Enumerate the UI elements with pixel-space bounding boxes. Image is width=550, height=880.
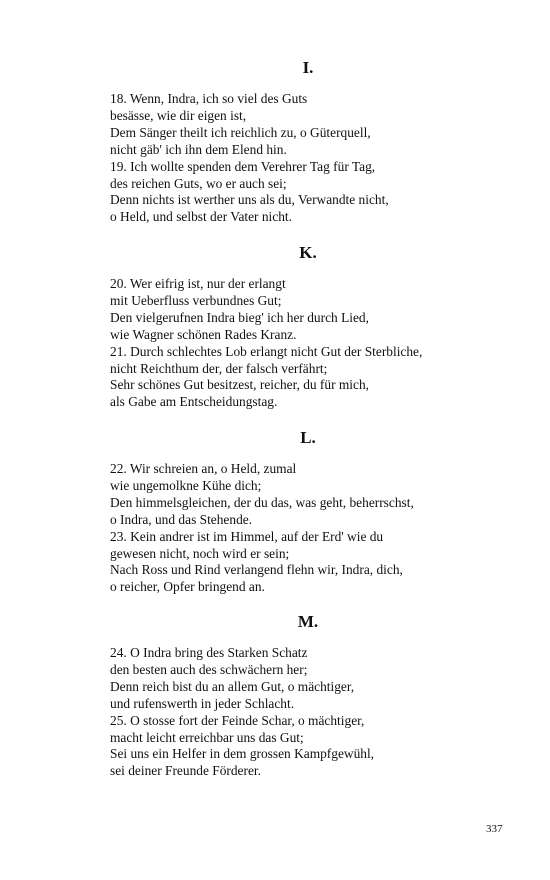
verse-line: 20. Wer eifrig ist, nur der erlangt — [110, 276, 286, 291]
verse-line: o Indra, und das Stehende. — [110, 511, 253, 527]
verse-line: wie Wagner schönen Rades Kranz. — [110, 326, 297, 342]
verse-line: des reichen Guts, wo er auch sei; — [110, 175, 287, 191]
section-heading: K. — [299, 243, 317, 262]
verse-line: Den himmelsgleichen, der du das, was geht, beherrschst, — [110, 494, 414, 510]
section-m — [110, 612, 510, 780]
section-l — [110, 428, 510, 596]
verse-block — [110, 461, 510, 596]
section-heading: M. — [297, 612, 319, 631]
verse-line: 19. Ich wollte spenden dem Verehrer Tag für Tag, — [110, 158, 376, 174]
verse-line: Sei uns ein Helfer in dem grossen Kampfgewühl, — [110, 746, 375, 762]
verse-line: nicht Reichthum der, der falsch verfährt; — [110, 360, 328, 376]
verse-line: o Held, und selbst der Vater nicht. — [110, 209, 292, 225]
verse-line: Denn reich bist du an allem Gut, o mächtiger, — [110, 678, 355, 694]
verse-line: o reicher, Opfer bringend an. — [110, 579, 265, 595]
verse-line: den besten auch des schwächern her; — [110, 661, 308, 677]
verse-block — [110, 645, 510, 780]
verse-block — [110, 91, 510, 226]
verse-line: 25. O stosse fort der Feinde Schar, o mächtiger, — [110, 712, 365, 728]
verse-line: Denn nichts ist werther uns als du, Verwandte nicht, — [110, 192, 389, 208]
verse-line: 23. Kein andrer ist im Himmel, auf der Erd' wie du — [110, 528, 384, 544]
verse-line: 22. Wir schreien an, o Held, zumal — [110, 461, 297, 476]
verse-line: macht leicht erreichbar uns das Gut; — [110, 729, 304, 745]
verse-line: Den vielgerufnen Indra bieg' ich her durch Lied, — [110, 309, 369, 325]
verse-line: sei deiner Freunde Förderer. — [110, 763, 261, 779]
section-k — [110, 243, 510, 411]
section-heading: L. — [300, 428, 316, 447]
verse-line: 24. O Indra bring des Starken Schatz — [110, 645, 308, 660]
verse-line: Sehr schönes Gut besitzest, reicher, du für mich, — [110, 377, 370, 393]
verse-line: besässe, wie dir eigen ist, — [110, 107, 247, 123]
verse-line: wie ungemolkne Kühe dich; — [110, 477, 262, 493]
verse-block — [110, 276, 510, 411]
verse-line: nicht gäb' ich ihn dem Elend hin. — [110, 141, 287, 157]
verse-line: als Gabe am Entscheidungstag. — [110, 394, 278, 410]
verse-line: mit Ueberfluss verbundnes Gut; — [110, 292, 282, 308]
section-heading: I. — [302, 58, 314, 77]
verse-line: 18. Wenn, Indra, ich so viel des Guts — [110, 91, 308, 106]
verse-line: 21. Durch schlechtes Lob erlangt nicht Gut der Sterbliche, — [110, 343, 423, 359]
page-number: 337 — [486, 823, 503, 835]
verse-line: und rufenswerth in jeder Schlacht. — [110, 695, 295, 711]
verse-line: gewesen nicht, noch wird er sein; — [110, 545, 290, 561]
verse-line: Dem Sänger theilt ich reichlich zu, o Güterquell, — [110, 124, 371, 140]
section-i — [110, 58, 510, 226]
verse-line: Nach Ross und Rind verlangend flehn wir, Indra, dich, — [110, 562, 403, 578]
